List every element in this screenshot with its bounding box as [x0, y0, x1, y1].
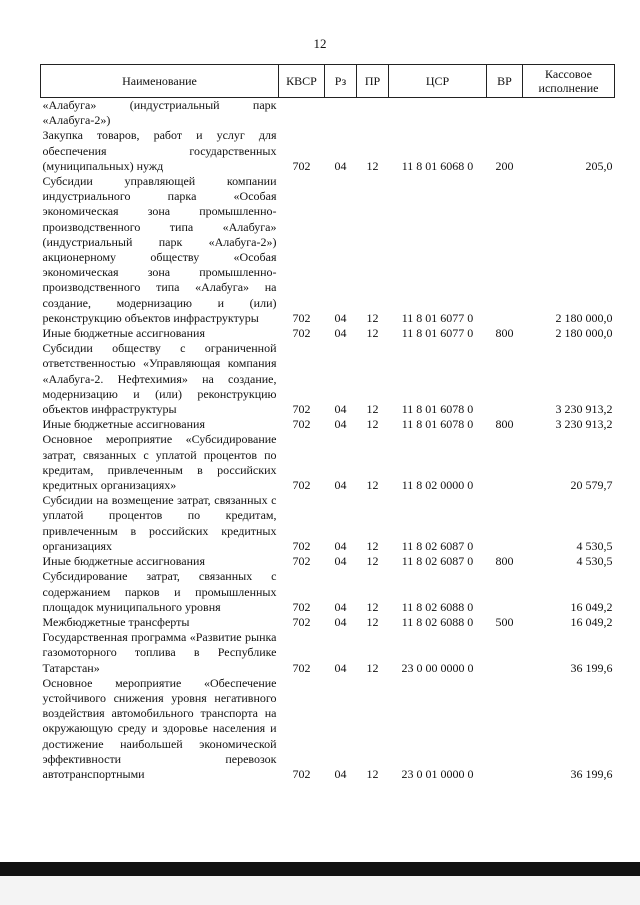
- cell-kvsr: 702: [292, 599, 311, 614]
- cell-amount: 36 199,6: [570, 660, 613, 675]
- cell-name: Иные бюджетные ассигнования: [42, 554, 205, 569]
- table-row: [41, 493, 615, 554]
- cell-vr: 800: [495, 417, 514, 432]
- cell-pr: 12: [366, 310, 379, 325]
- table-row: [41, 432, 615, 493]
- cell-vr: [487, 98, 523, 129]
- cell-vr: [487, 630, 523, 676]
- cell-kvsr: 702: [292, 417, 311, 432]
- cell-kvsr: 702: [292, 478, 311, 493]
- cell-kvsr: 702: [292, 538, 311, 553]
- cell-pr: 12: [366, 478, 379, 493]
- cell-name: Субсидирование затрат, связанных с содержанием парков и промышленных площадок муниципального уровня: [42, 569, 277, 614]
- page-number: 12: [313, 36, 327, 51]
- cell-rz: 04: [334, 554, 347, 569]
- cell-amount: 36 199,6: [570, 766, 613, 781]
- header-amount: Кассовое исполнение: [523, 65, 615, 98]
- cell-kvsr: 702: [292, 660, 311, 675]
- cell-rz: 04: [334, 478, 347, 493]
- cell-pr: 12: [366, 660, 379, 675]
- table-header-row: [41, 65, 615, 98]
- cell-rz: 04: [334, 614, 347, 629]
- cell-kvsr: 702: [292, 158, 311, 173]
- header-name: Наименование: [41, 65, 279, 98]
- cell-csr: 11 8 02 6088 0: [401, 599, 474, 614]
- table-row: [41, 554, 615, 569]
- cell-amount: 20 579,7: [570, 478, 613, 493]
- cell-amount: 2 180 000,0: [555, 326, 613, 341]
- cell-name: Иные бюджетные ассигнования: [42, 417, 205, 432]
- cell-amount: 4 530,5: [576, 538, 613, 553]
- cell-name: Межбюджетные трансферты: [42, 614, 190, 629]
- header-csr: ЦСР: [389, 65, 487, 98]
- cell-csr: 23 0 00 0000 0: [401, 660, 474, 675]
- cell-pr: 12: [366, 614, 379, 629]
- cell-csr: 11 8 01 6078 0: [401, 402, 474, 417]
- cell-rz: 04: [334, 158, 347, 173]
- table-row: [41, 128, 615, 174]
- cell-name: Государственная программа «Развитие рынка газомоторного топлива в Республике Татарстан»: [42, 630, 277, 675]
- cell-vr: 200: [495, 158, 514, 173]
- cell-pr: 12: [366, 402, 379, 417]
- cell-csr: 11 8 01 6078 0: [401, 417, 474, 432]
- cell-vr: [487, 569, 523, 615]
- cell-rz: 04: [334, 310, 347, 325]
- cell-pr: 12: [366, 326, 379, 341]
- table-row: [41, 174, 615, 326]
- scan-edge-bar: [0, 862, 640, 876]
- cell-pr: 12: [366, 158, 379, 173]
- table-row: [41, 417, 615, 432]
- cell-amount: 16 049,2: [570, 614, 613, 629]
- cell-kvsr: 702: [292, 326, 311, 341]
- table-row: [41, 98, 615, 129]
- cell-pr: 12: [366, 538, 379, 553]
- cell-name: Основное мероприятие «Субсидирование затрат, связанных с уплатой процентов по кредитам, привлеченным в российских кредитных организациях»: [42, 432, 277, 493]
- cell-csr: 11 8 01 6068 0: [401, 158, 474, 173]
- cell-vr: [487, 493, 523, 554]
- cell-name: Основное мероприятие «Обеспечение устойчивого снижения уровня негативного воздействия автомобильного транспорта на окружающую среду и здоровье населения и достижение наибольшей экономической эффективности перевозок автотранспортными: [42, 675, 277, 781]
- cell-amount: 2 180 000,0: [555, 310, 613, 325]
- table-row: [41, 676, 615, 782]
- table-row: [41, 615, 615, 630]
- cell-rz: 04: [334, 538, 347, 553]
- cell-rz: 04: [334, 766, 347, 781]
- cell-vr: 500: [495, 614, 514, 629]
- cell-rz: 04: [334, 660, 347, 675]
- cell-vr: 800: [495, 554, 514, 569]
- cell-amount: 3 230 913,2: [555, 402, 613, 417]
- header-vr: ВР: [487, 65, 523, 98]
- cell-csr: 11 8 02 0000 0: [401, 478, 474, 493]
- cell-amount: 4 530,5: [576, 554, 613, 569]
- cell-rz: 04: [334, 326, 347, 341]
- budget-table: [40, 64, 615, 782]
- cell-kvsr: 702: [292, 766, 311, 781]
- cell-name: Субсидии на возмещение затрат, связанных с уплатой процентов по кредитам, привлеченным в российских кредитных организациях: [42, 493, 277, 553]
- cell-pr: 12: [366, 417, 379, 432]
- cell-name: Иные бюджетные ассигнования: [42, 326, 205, 341]
- table-body: [41, 98, 615, 783]
- cell-amount: 205,0: [585, 158, 613, 173]
- cell-vr: [487, 432, 523, 493]
- cell-kvsr: 702: [292, 614, 311, 629]
- cell-kvsr: 702: [292, 402, 311, 417]
- cell-name: «Алабуга» (индустриальный парк «Алабуга-2»): [42, 98, 277, 128]
- cell-vr: [487, 174, 523, 326]
- cell-rz: [325, 98, 357, 129]
- cell-amount: 16 049,2: [570, 599, 613, 614]
- cell-kvsr: [279, 98, 325, 129]
- cell-vr: [487, 341, 523, 417]
- cell-pr: 12: [366, 766, 379, 781]
- cell-vr: 800: [495, 326, 514, 341]
- cell-rz: 04: [334, 599, 347, 614]
- cell-csr: 11 8 01 6077 0: [401, 310, 474, 325]
- cell-pr: [357, 98, 389, 129]
- cell-csr: 23 0 01 0000 0: [401, 766, 474, 781]
- cell-rz: 04: [334, 402, 347, 417]
- cell-kvsr: 702: [292, 554, 311, 569]
- cell-csr: 11 8 01 6077 0: [401, 326, 474, 341]
- cell-amount: 3 230 913,2: [555, 417, 613, 432]
- cell-csr: 11 8 02 6087 0: [401, 538, 474, 553]
- header-rz: Рз: [325, 65, 357, 98]
- cell-rz: 04: [334, 417, 347, 432]
- cell-amount: [523, 98, 615, 129]
- cell-name: Субсидии обществу с ограниченной ответственностью «Управляющая компания «Алабуга-2. Нефтехимия» на создание, модернизацию и (или) реконструкцию объектов инфраструктуры: [42, 341, 277, 417]
- scan-edge-strip: [0, 876, 640, 905]
- header-pr: ПР: [357, 65, 389, 98]
- cell-csr: 11 8 02 6087 0: [401, 554, 474, 569]
- cell-pr: 12: [366, 554, 379, 569]
- cell-csr: 11 8 02 6088 0: [401, 614, 474, 629]
- cell-name: Закупка товаров, работ и услуг для обеспечения государственных (муниципальных) нужд: [42, 128, 277, 173]
- header-kvsr: КВСР: [279, 65, 325, 98]
- cell-csr: [389, 98, 487, 129]
- cell-name: Субсидии управляющей компании индустриального парка «Особая экономическая зона промышленно-производственного типа «Алабуга» (индустриальный парк «Алабуга-2») акционерному обществу «Особая экономическая зона промышленно-производственного типа «Алабуга» на создание, модернизацию и (или) реконструкцию объектов инфраструктуры: [42, 174, 277, 325]
- table-row: [41, 630, 615, 676]
- cell-vr: [487, 676, 523, 782]
- table-row: [41, 326, 615, 341]
- table-row: [41, 569, 615, 615]
- cell-kvsr: 702: [292, 310, 311, 325]
- table-row: [41, 341, 615, 417]
- cell-pr: 12: [366, 599, 379, 614]
